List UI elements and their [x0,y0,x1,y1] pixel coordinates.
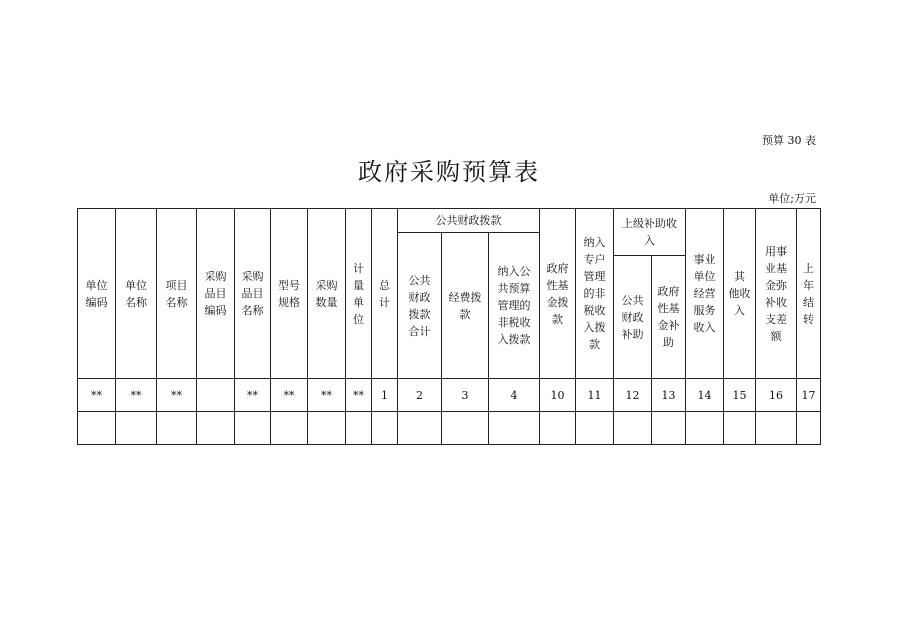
header-prior-year: 上 年 结 转 [797,209,821,379]
unit-label: 单位;万元 [768,192,816,205]
data-cell[interactable] [346,412,372,445]
header-item-code: 采购 品目 编码 [197,209,235,379]
data-cell[interactable] [797,412,821,445]
header-sup-gov-fund: 政府 性基 金补 助 [652,256,686,379]
header-total: 总 计 [372,209,398,379]
code-cell: 2 [398,379,442,412]
code-cell: 11 [576,379,614,412]
code-cell: ** [271,379,308,412]
header-superior-subsidy: 上级补助收 入 [614,209,686,256]
form-number: 预算 30 表 [762,134,816,147]
code-cell: ** [116,379,157,412]
code-cell: ** [157,379,197,412]
code-cell: 17 [797,379,821,412]
data-cell[interactable] [372,412,398,445]
code-cell: ** [78,379,116,412]
code-cell: 3 [442,379,489,412]
code-row [78,379,821,412]
code-cell: 1 [372,379,398,412]
data-cell[interactable] [308,412,346,445]
data-cell[interactable] [78,412,116,445]
code-cell: 10 [540,379,576,412]
code-cell: 4 [489,379,540,412]
code-cell: ** [308,379,346,412]
header-fund-deficit: 用事 业基 金弥 补收 支差 额 [756,209,797,379]
header-business-income: 事业 单位 经营 服务 收入 [686,209,724,379]
data-cell[interactable] [157,412,197,445]
header-project-name: 项目 名称 [157,209,197,379]
header-sup-public-fiscal: 公共 财政 补助 [614,256,652,379]
data-cell[interactable] [576,412,614,445]
data-cell[interactable] [686,412,724,445]
header-public-fiscal: 公共财政拨款 [398,209,540,233]
data-cell[interactable] [442,412,489,445]
code-cell: 13 [652,379,686,412]
header-nontax-budget: 纳入公 共预算 管理的 非税收 入拨款 [489,233,540,379]
header-unit-code: 单位 编码 [78,209,116,379]
data-cell[interactable] [614,412,652,445]
header-special-nontax: 纳入 专户 管理 的非 税收 入拨 款 [576,209,614,379]
page-title: 政府采购预算表 [358,158,540,186]
procurement-budget-table [77,208,821,445]
data-cell[interactable] [540,412,576,445]
data-cell[interactable] [756,412,797,445]
header-item-name: 采购 品目 名称 [235,209,271,379]
code-cell: 16 [756,379,797,412]
code-cell [197,379,235,412]
data-cell[interactable] [724,412,756,445]
header-fee-allocation: 经费拨 款 [442,233,489,379]
code-cell: 15 [724,379,756,412]
code-cell: 12 [614,379,652,412]
header-public-fiscal-total: 公共 财政 拨款 合计 [398,233,442,379]
header-unit-name: 单位 名称 [116,209,157,379]
header-gov-fund: 政府 性基 金拨 款 [540,209,576,379]
data-cell[interactable] [398,412,442,445]
blank-row [78,412,821,445]
code-cell: ** [235,379,271,412]
data-cell[interactable] [489,412,540,445]
header-other-income: 其 他收 入 [724,209,756,379]
data-cell[interactable] [235,412,271,445]
header-model-spec: 型号 规格 [271,209,308,379]
code-cell: 14 [686,379,724,412]
header-quantity: 采购 数量 [308,209,346,379]
data-cell[interactable] [271,412,308,445]
data-cell[interactable] [116,412,157,445]
code-cell: ** [346,379,372,412]
data-cell[interactable] [652,412,686,445]
data-cell[interactable] [197,412,235,445]
header-measure-unit: 计 量 单 位 [346,209,372,379]
